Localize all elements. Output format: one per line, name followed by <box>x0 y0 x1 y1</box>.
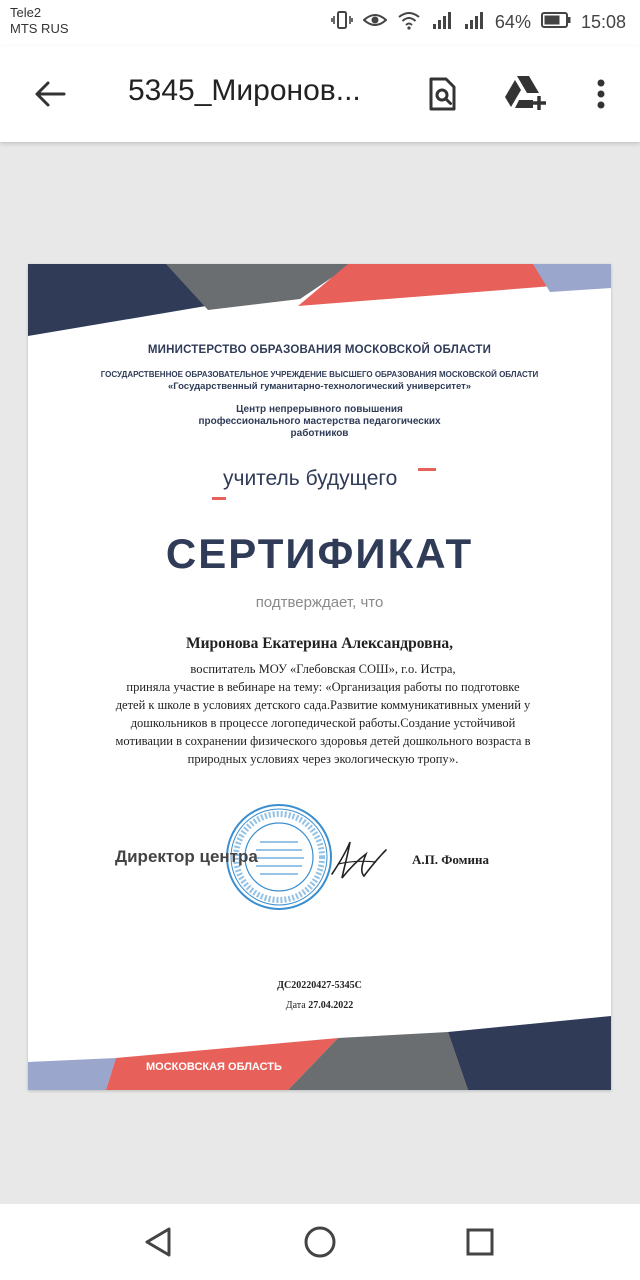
body-line-1: воспитатель МОУ «Глебовская СОШ», г.о. Истра, <box>190 662 456 676</box>
header-decoration <box>28 264 611 336</box>
certificate-page <box>28 264 611 1090</box>
footer-decoration <box>28 1016 611 1090</box>
university-line-2: «Государственный гуманитарно-технологический университет» <box>167 381 472 392</box>
battery-icon <box>541 11 571 34</box>
signal-icon <box>431 10 453 35</box>
body-line-5: мотивации в сохранении физического здоровья детей дошкольного возраста в <box>115 734 531 748</box>
document-id: ДС20220427-5345С <box>277 980 362 991</box>
carrier-name: Tele2 <box>10 5 42 20</box>
body-line-6: природных условиях через экологическую тропу». <box>187 752 459 766</box>
signal-icon <box>463 10 485 35</box>
date-label: Дата <box>285 1000 306 1011</box>
region-label: МОСКОВСКАЯ ОБЛАСТЬ <box>146 1061 282 1073</box>
director-label: Директор центра <box>115 847 258 866</box>
search-document-icon[interactable] <box>420 72 464 116</box>
back-arrow-icon[interactable] <box>28 74 72 114</box>
battery-percent: 64% <box>494 11 531 32</box>
certificate-title: СЕРТИФИКАТ <box>165 530 474 577</box>
status-bar <box>0 0 640 46</box>
center-name-line-3: работников <box>290 428 349 439</box>
center-name <box>28 404 611 440</box>
brand-logo-text: учитель будущего <box>223 467 398 490</box>
brand-accent-left <box>212 497 226 500</box>
app-bar <box>0 46 640 142</box>
home-circle-icon[interactable] <box>298 1222 342 1262</box>
carrier-info <box>10 5 69 37</box>
clock: 15:08 <box>580 11 626 32</box>
more-vertical-icon[interactable] <box>586 74 616 114</box>
confirms-text: подтверждает, что <box>255 594 384 611</box>
brand-accent-right <box>418 468 436 471</box>
carrier-secondary: MTS RUS <box>10 21 69 36</box>
date-value: 27.04.2022 <box>308 1000 354 1011</box>
navigation-bar <box>0 1204 640 1280</box>
certificate-body <box>88 660 558 768</box>
eye-icon <box>363 10 387 35</box>
body-line-2: приняла участие в вебинаре на тему: «Организация работы по подготовке <box>126 680 520 694</box>
document-title: 5345_Миронов... <box>128 74 361 107</box>
add-to-drive-icon[interactable] <box>502 70 550 116</box>
center-name-line-1: Центр непрерывного повышения <box>236 404 403 415</box>
wifi-icon <box>397 10 421 35</box>
body-line-3: детей к школе в условиях детского сада.Развитие коммуникативных умений у <box>115 698 531 712</box>
vibrate-icon <box>331 10 353 35</box>
status-indicators <box>331 8 626 36</box>
center-name-line-2: профессионального мастерства педагогических <box>198 416 441 427</box>
ministry-heading: МИНИСТЕРСТВО ОБРАЗОВАНИЯ МОСКОВСКОЙ ОБЛАСТИ <box>147 344 492 356</box>
recents-square-icon[interactable] <box>458 1222 502 1262</box>
university-line-1: ГОСУДАРСТВЕННОЕ ОБРАЗОВАТЕЛЬНОЕ УЧРЕЖДЕНИЕ ВЫСШЕГО ОБРАЗОВАНИЯ МОСКОВСКОЙ ОБЛАСТИ <box>100 370 539 379</box>
signature <box>326 834 390 888</box>
signer-name: А.П. Фомина <box>412 852 490 867</box>
body-line-4: дошкольников в процессе логопедической работы.Создание устойчивой <box>130 716 516 730</box>
recipient-name: Миронова Екатерина Александровна, <box>185 635 454 652</box>
back-triangle-icon[interactable] <box>136 1222 180 1262</box>
document-date <box>28 1000 611 1011</box>
